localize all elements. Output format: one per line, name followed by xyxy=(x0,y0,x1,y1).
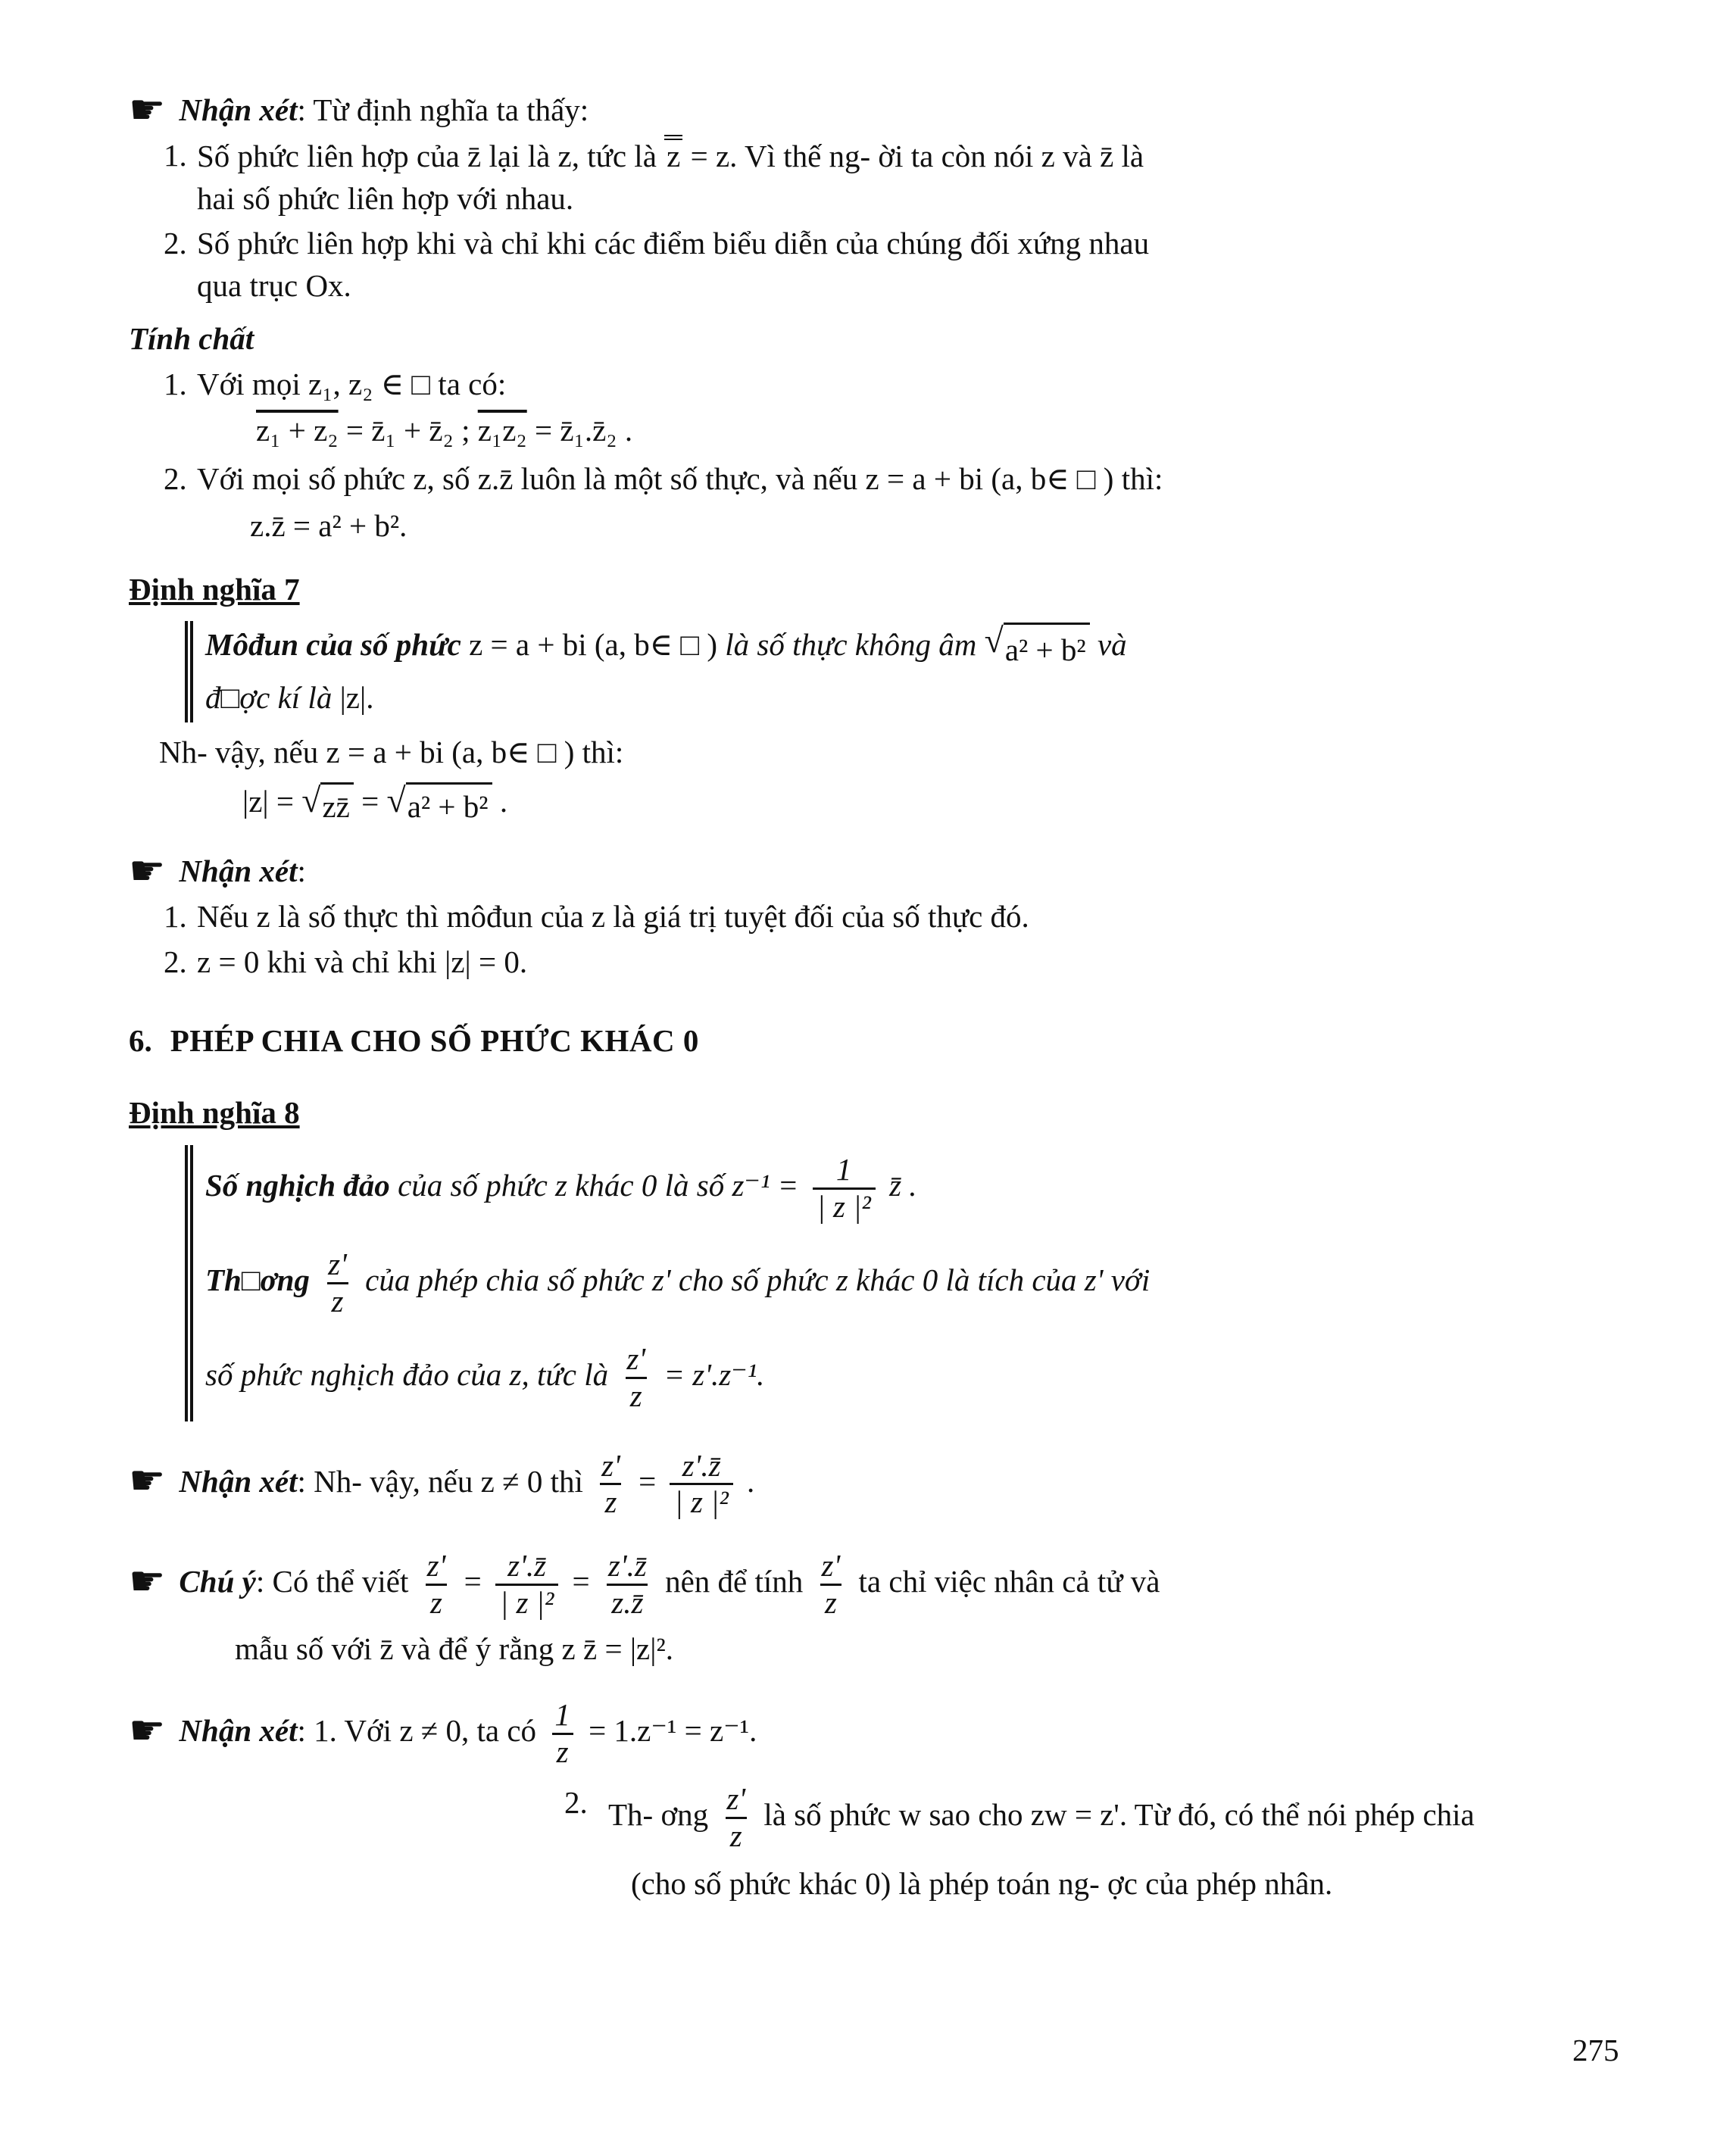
text-run: : Nh- vậy, nếu z ≠ 0 thì xyxy=(297,1463,592,1499)
text-run: z = 0 khi và chỉ khi |z| = 0. xyxy=(197,944,528,979)
radical-sign-icon: √ xyxy=(984,620,1004,660)
text-run: = z̄₁ + z̄₂ ; xyxy=(338,413,478,448)
square-root xyxy=(386,782,492,829)
text-line xyxy=(205,1153,1636,1225)
text-run: hai số phức liên hợp với nhau. xyxy=(197,180,574,216)
remark-1-header xyxy=(129,86,1636,133)
text-line xyxy=(205,674,1636,722)
text-line xyxy=(631,1863,1636,1905)
fraction-numerator: z'.z̄ xyxy=(607,1548,647,1584)
square-root xyxy=(301,782,354,829)
list-item xyxy=(564,1782,1636,1905)
text-run: của phép chia số phức z' cho số phức z khác 0 là tích của z' với xyxy=(357,1262,1151,1297)
text-run: = xyxy=(353,784,387,819)
fraction-denominator: z xyxy=(327,1282,348,1319)
text-run: |z| = xyxy=(242,784,302,819)
remark-2-header xyxy=(129,847,1636,895)
list-number: 1. xyxy=(164,366,187,401)
section-title: PHÉP CHIA CHO SỐ PHỨC KHÁC 0 xyxy=(170,1022,699,1058)
text-line xyxy=(197,178,1636,220)
fraction-numerator: 1 xyxy=(835,1152,852,1187)
radicand: a² + b² xyxy=(1004,623,1090,675)
text-run: . xyxy=(738,1463,755,1499)
radical-sign-icon: √ xyxy=(386,780,406,819)
term-modun: Môđun của số phức xyxy=(205,627,461,663)
definition-7-title: Định nghĩa 7 xyxy=(129,571,300,607)
definition-8-title: Định nghĩa 8 xyxy=(129,1095,300,1131)
text-line xyxy=(197,896,1636,938)
remark-1-intro: : Từ định nghĩa ta thấy: xyxy=(297,92,589,127)
section-number: 6. xyxy=(129,1022,152,1058)
overline-expression: z₁ + z₂ xyxy=(256,413,339,448)
remark-2-intro: : xyxy=(297,853,306,889)
remark-2-label: Nhận xét xyxy=(179,853,298,889)
remark-3-label: Nhận xét xyxy=(179,1463,298,1499)
fraction xyxy=(323,1247,351,1319)
fraction-numerator: z' xyxy=(328,1246,347,1281)
fraction-denominator: z xyxy=(820,1584,841,1621)
fraction-numerator: z' xyxy=(821,1548,841,1584)
fraction-denominator: z.z̄ xyxy=(607,1584,648,1621)
formula-modulus xyxy=(242,781,1636,828)
list-number: 2. xyxy=(164,944,187,979)
page-content xyxy=(129,86,1636,1905)
fraction-numerator: z'.z̄ xyxy=(507,1548,547,1584)
properties-heading xyxy=(129,318,1636,360)
text-run: Với mọi z₁, z₂ ∈ □ ta có: xyxy=(197,366,507,401)
text-run: z.z̄ = a² + b². xyxy=(250,507,407,543)
text-run: : Có thể viết xyxy=(255,1564,417,1599)
definition-8-block xyxy=(185,1145,1636,1421)
text-run: là số phức w sao cho zw = z'. Từ đó, có thể nói phép chia xyxy=(756,1796,1475,1832)
text-run: số phức nghịch đảo của z, tức là xyxy=(205,1356,617,1392)
fraction-denominator: | z |² xyxy=(670,1483,732,1520)
text-line xyxy=(608,1782,1636,1854)
formula-conjugate-identities xyxy=(256,410,1636,452)
paragraph xyxy=(159,732,1636,774)
text-run: = xyxy=(630,1463,664,1499)
radicand: zz̄ xyxy=(320,782,353,829)
fraction-numerator: z' xyxy=(626,1340,646,1376)
list-number: 2. xyxy=(564,1784,588,1820)
list-item xyxy=(164,896,1636,938)
text-line xyxy=(205,621,1636,674)
list-item xyxy=(164,135,1636,220)
text-run: ta chỉ việc nhân cả tử và xyxy=(851,1564,1160,1599)
note-label: Chú ý xyxy=(179,1564,256,1599)
text-line xyxy=(197,458,1636,501)
text-run: Th- ơng xyxy=(608,1796,717,1832)
remark-4-label: Nhận xét xyxy=(179,1712,298,1748)
list-item-body xyxy=(197,364,1636,406)
fraction-numerator: z' xyxy=(726,1780,746,1816)
fraction xyxy=(597,1449,625,1521)
remark-3 xyxy=(129,1449,1636,1521)
list-item xyxy=(164,458,1636,501)
list-item-body xyxy=(197,896,1636,938)
fraction-denominator: z xyxy=(626,1377,647,1414)
text-run: |z|. xyxy=(339,680,374,716)
properties-title: Tính chất xyxy=(129,320,254,356)
list-item-body xyxy=(197,223,1636,307)
fraction-denominator: | z |² xyxy=(813,1187,876,1225)
text-run: = 1.z⁻¹ = z⁻¹. xyxy=(580,1712,757,1748)
fraction-numerator: z'.z̄ xyxy=(682,1447,721,1483)
text-run: z̄ . xyxy=(881,1167,917,1203)
text-run: (cho số phức khác 0) là phép toán ng- ợc của phép nhân. xyxy=(631,1865,1333,1901)
fraction-denominator: z xyxy=(426,1584,447,1621)
list-number: 2. xyxy=(164,461,187,496)
text-run: z = a + bi (a, b∈ □ ) xyxy=(461,627,726,663)
text-run: = xyxy=(456,1564,489,1599)
definition-7-heading xyxy=(129,569,1636,611)
text-run: Nh- vậy, nếu z = a + bi (a, b∈ □ ) thì: xyxy=(159,734,624,769)
fraction xyxy=(817,1549,845,1621)
text-line xyxy=(197,364,1636,406)
z-double-conjugate: z xyxy=(664,135,682,173)
list-item-body xyxy=(608,1782,1636,1905)
text-run: là số thực không âm xyxy=(725,627,985,663)
list-item-body xyxy=(197,458,1636,501)
radical-sign-icon: √ xyxy=(301,780,321,819)
fraction xyxy=(495,1549,558,1621)
text-run: nên để tính xyxy=(657,1564,811,1599)
note-header xyxy=(129,1549,1636,1621)
text-run: Số phức liên hợp của z̄ lại là z, tức là xyxy=(197,138,665,173)
overline-expression: z₁z₂ xyxy=(477,413,527,448)
text-line xyxy=(197,265,1636,307)
list-number: 1. xyxy=(164,899,187,935)
page-number: 275 xyxy=(1572,2033,1619,2067)
list-number: 2. xyxy=(164,226,187,261)
square-root xyxy=(984,620,1090,675)
list-item xyxy=(164,364,1636,406)
text-run: và xyxy=(1089,627,1127,663)
term-so-nghich-dao: Số nghịch đảo xyxy=(205,1167,390,1203)
fraction xyxy=(722,1782,750,1854)
text-run: = xyxy=(564,1564,598,1599)
text-run: Nếu z là số thực thì môđun của z là giá trị tuyệt đối của số thực đó. xyxy=(197,899,1029,935)
text-line xyxy=(205,1247,1636,1319)
text-run: = z. Vì thế ng- ời ta còn nói z và z̄ là xyxy=(682,138,1144,173)
note-continuation xyxy=(235,1628,1636,1671)
text-run: đ□ợc kí là xyxy=(205,680,340,716)
fraction xyxy=(813,1153,876,1225)
fraction-numerator: z' xyxy=(426,1548,446,1584)
text-run: = z'.z⁻¹. xyxy=(656,1356,765,1392)
fraction-numerator: z' xyxy=(601,1447,620,1483)
pointing-hand-icon: ☛ xyxy=(129,1456,166,1505)
text-line xyxy=(197,941,1636,984)
text-run: mẫu số với z̄ và để ý rằng z z̄ = |z|². xyxy=(235,1631,673,1667)
text-run: . xyxy=(492,784,508,819)
fraction xyxy=(604,1549,651,1621)
fraction-denominator: z xyxy=(552,1733,573,1770)
fraction xyxy=(423,1549,451,1621)
list-item xyxy=(164,941,1636,984)
definition-7-block xyxy=(185,621,1636,722)
text-line xyxy=(205,1342,1636,1414)
fraction xyxy=(622,1342,650,1414)
pointing-hand-icon: ☛ xyxy=(129,1557,166,1606)
list-number: 1. xyxy=(164,137,187,173)
formula-z-zbar xyxy=(250,505,1636,548)
term-thuong: Th□ơng xyxy=(205,1262,318,1297)
text-run: = z̄₁.z̄₂ . xyxy=(526,413,633,448)
remark-4-header xyxy=(129,1698,1636,1770)
text-run: của số phức z khác 0 là số z⁻¹ = xyxy=(389,1167,807,1203)
text-run: qua trục Ox. xyxy=(197,268,351,303)
fraction xyxy=(550,1698,575,1770)
pointing-hand-icon: ☛ xyxy=(129,847,166,895)
list-item-body xyxy=(197,941,1636,984)
pointing-hand-icon: ☛ xyxy=(129,1705,166,1754)
definition-8-heading xyxy=(129,1092,1636,1134)
fraction-denominator: z xyxy=(600,1483,621,1520)
text-run: : 1. Với z ≠ 0, ta có xyxy=(297,1712,545,1748)
section-6-heading xyxy=(129,1020,1636,1063)
list-item xyxy=(164,223,1636,307)
fraction-denominator: | z |² xyxy=(495,1584,558,1621)
fraction-numerator: 1 xyxy=(554,1696,570,1732)
text-line xyxy=(197,135,1636,178)
text-run: Số phức liên hợp khi và chỉ khi các điểm biểu diễn của chúng đối xứng nhau xyxy=(197,226,1150,261)
text-run: Với mọi số phức z, số z.z̄ luôn là một số thực, và nếu z = a + bi (a, b∈ □ ) thì: xyxy=(197,461,1163,496)
fraction-denominator: z xyxy=(726,1817,747,1854)
remark-1-label: Nhận xét xyxy=(179,92,298,127)
radicand: a² + b² xyxy=(406,782,492,829)
pointing-hand-icon: ☛ xyxy=(129,86,166,133)
list-item-body xyxy=(197,135,1636,220)
text-line xyxy=(197,223,1636,265)
fraction xyxy=(670,1449,732,1521)
